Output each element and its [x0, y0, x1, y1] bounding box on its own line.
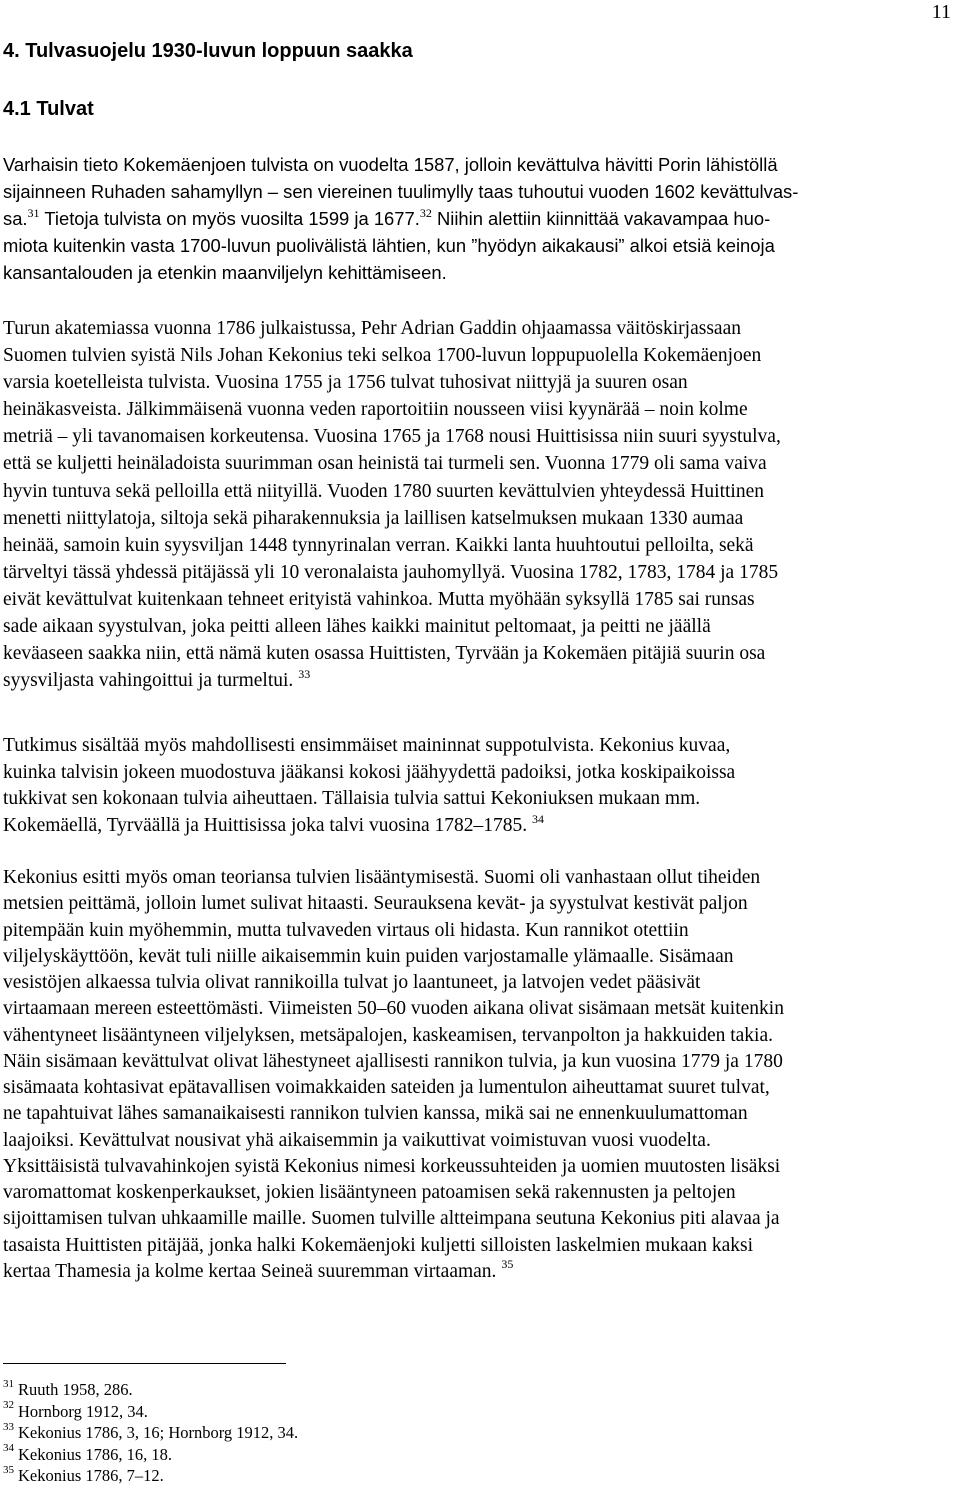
paragraph-line: hyvin tuntuva sekä pelloilla että niityillä. Vuoden 1780 suurten kevättulvien yhteydessä Huittinen: [3, 480, 764, 502]
paragraph-line: sisämaata kohtasivat epätavallisen voimakkaiden sateiden ja lumentulon aiheuttamat suuret tulvat,: [3, 1077, 770, 1098]
paragraph-line: ne tapahtuivat lähes samanaikaisesti rannikon tulvien kanssa, mikä sai ne ennenkuulumattoman: [3, 1103, 748, 1125]
paragraph-line: kertaa Thamesia ja kolme kertaa Seineä suuremman virtaaman. $^{35}$: [3, 1257, 514, 1282]
footnote-text: Ruuth 1958, 286.: [18, 1380, 133, 1399]
paragraph-line: laajoiksi. Kevättulvat nousivat yhä aikaisemmin ja vaikuttivat voimistuvan vuosi vuodelta.: [3, 1129, 711, 1151]
footnote-number: 33: [3, 1420, 14, 1433]
chapter-heading: 4. Tulvasuojelu 1930-luvun loppuun saakka: [3, 40, 413, 62]
paragraph-line: varsia koetelleista tulvista. Vuosina 1755 ja 1756 tulvat tuhosivat niittyjä ja suuren osan: [3, 372, 688, 394]
footnote: [3, 1379, 603, 1401]
paragraph-line: viljelyskäyttöön, kevät tuli niille aikaisemmin kuin puiden varjostamalle ylämaalle. Sisämaan: [3, 945, 734, 967]
footnote-ref[interactable]: 33: [298, 666, 311, 681]
paragraph-4: [3, 865, 955, 1285]
paragraph-line: sijainneen Ruhaden sahamyllyn – sen viereinen tuulimylly taas tuhoutui vuoden 1602 kevättulvas-: [3, 181, 799, 202]
footnote: [3, 1401, 603, 1423]
footnote: [3, 1444, 603, 1466]
paragraph-line: kuinka talvisin jokeen muodostuva jääkansi kokosi jäähyydettä padoiksi, jotka koskipaikoissa: [3, 761, 736, 783]
paragraph-line: syysviljasta vahingoittui ja turmeltui. $^{33}$: [3, 666, 311, 692]
paragraph-line: Tutkimus sisältää myös mahdollisesti ensimmäiset maininnat suppotulvista. Kekonius kuvaa,: [3, 735, 731, 756]
footnote-number: 32: [3, 1399, 14, 1412]
paragraph-line: vähentyneet lisääntyneen viljelyksen, metsäpalojen, kaskeamisen, tervanpolton ja hakkuiden takia.: [3, 1024, 774, 1046]
footnote-ref[interactable]: 31: [27, 205, 40, 220]
paragraph-line: eivät kevättulvat kuitenkaan tehneet erityistä vahinkoa. Mutta myöhään syksyllä 1785 sai runsas: [3, 588, 755, 610]
footnotes-list: [3, 1379, 603, 1487]
paragraph-line: sade aikaan syystulvan, joka peitti alleen lähes kaikki mainitut peltomaat, ja peitti ne jäällä: [3, 616, 711, 638]
paragraph-line: Yksittäisistä tulvavahinkojen syistä Kekonius nimesi korkeussuhteiden ja uomien muutosten lisäksi: [3, 1155, 781, 1177]
paragraph-line: metriä – yli tavanomaisen korkeutensa. Vuosina 1765 ja 1768 nousi Huittisissa niin suuri syystulva,: [3, 426, 781, 448]
footnote: [3, 1422, 603, 1444]
paragraph-line: Kokemäellä, Tyrväällä ja Huittisissa joka talvi vuosina 1782–1785. $^{34}$: [3, 811, 545, 837]
paragraph-line: tukkivat sen kokonaan tulvia aiheuttaen. Tällaisia tulvia sattui Kekoniuksen mukaan mm.: [3, 788, 701, 810]
paragraph-line: sa.$^{31}$ Tietoja tulvista on myös vuosilta 1599 ja 1677.32 Niihin alettiin kiinnittää vakavampaa huo-: [3, 205, 771, 229]
footnote-text: Kekonius 1786, 3, 16; Hornborg 1912, 34.: [18, 1423, 299, 1443]
section-heading: 4.1 Tulvat: [3, 98, 94, 120]
footnote-divider: [3, 1363, 286, 1364]
paragraph-line: sijoittamisen tulvan uhkaamille maille. Suomen tulville altteimpana seutuna Kekonius piti alavaa ja: [3, 1208, 780, 1230]
footnote-ref[interactable]: 35: [501, 1257, 514, 1272]
paragraph-line: miota kuitenkin vasta 1700-luvun puolivälistä lähtien, kun ”hyödyn aikakausi” alkoi etsiä keinoja: [3, 235, 775, 256]
paragraph-2: [3, 315, 955, 694]
paragraph-line: tärveltyi tässä yhdessä pitäjässä yli 10 veronalaista jauhomyllyä. Vuosina 1782, 1783, 1784 ja 1785: [3, 561, 779, 583]
paragraph-line: heinää, samoin kuin syysviljan 1448 tynnyrinalan verran. Kaikki lanta huuhtoutui pelloilta, sekä: [3, 534, 754, 556]
footnote-number: 34: [3, 1442, 14, 1455]
footnote-ref[interactable]: 34: [532, 811, 545, 826]
paragraph-line: heinäkasveista. Jälkimmäisenä vuonna veden raportoitiin nousseen viisi kyynärää – noin kolme: [3, 399, 748, 421]
paragraph-line: varomattomat koskenperkaukset, jokien lisääntyneen patoamisen sekä rakennusten ja peltojen: [3, 1182, 736, 1203]
paragraph-line: metsien peittämä, jolloin lumet sulivat hitaasti. Seurauksena kevät- ja syystulvat kestivät paljon: [3, 893, 748, 915]
footnote-text: Hornborg 1912, 34.: [18, 1401, 148, 1421]
paragraph-line: Turun akatemiassa vuonna 1786 julkaistussa, Pehr Adrian Gaddin ohjaamassa väitöskirjassaan: [3, 318, 741, 339]
paragraph-line: pitempään kuin myöhemmin, mutta tulvaveden virtaus oli hidasta. Kun rannikot otettiin: [3, 919, 689, 941]
paragraph-1: [3, 151, 955, 286]
paragraph-line: keväaseen saakka niin, että nämä kuten osassa Huittisten, Tyrvään ja Kokemäen pitäjiä suurin osa: [3, 643, 766, 665]
paragraph-line: tasaista Huittisten pitäjää, jonka halki Kokemäenjoki kuljetti silloisten laskelmien mukaan kaksi: [3, 1234, 754, 1256]
page-number: 11: [931, 1, 951, 23]
footnote: [3, 1465, 603, 1487]
footnote-text: Kekonius 1786, 16, 18.: [18, 1444, 172, 1464]
footnote-number: 35: [3, 1463, 14, 1476]
paragraph-line: että se kuljetti heinäladoista suurimman osan heinistä tai turmeli sen. Vuonna 1779 oli sama vaiva: [3, 453, 767, 475]
paragraph-line: menetti niittylatoja, siltoja sekä piharakennuksia ja laillisen katselmuksen mukaan 1330 aumaa: [3, 507, 744, 529]
paragraph-line: Näin sisämaan kevättulvat olivat lähestyneet ajallisesti rannikon tulvia, ja kun vuosina 1779 ja 1780: [3, 1050, 783, 1072]
paragraph-line: kansantalouden ja etenkin maanviljelyn kehittämiseen.: [3, 262, 447, 283]
paragraph-line: Kekonius esitti myös oman teoriansa tulvien lisääntymisestä. Suomi oli vanhastaan ollut tiheiden: [3, 867, 761, 888]
footnote-number: 31: [3, 1377, 14, 1390]
paragraph-line: Suomen tulvien syistä Nils Johan Kekonius teki selkoa 1700-luvun loppupuolella Kokemäenjoen: [3, 345, 762, 367]
paragraph-line: vesistöjen alkaessa tulvia olivat rannikoilla tulvat jo laantuneet, ja latvojen vedet pääsivät: [3, 972, 701, 993]
footnote-text: Kekonius 1786, 7–12.: [18, 1466, 164, 1486]
footnote-ref[interactable]: 32: [419, 205, 432, 220]
paragraph-line: virtaamaan mereen esteettömästi. Viimeisten 50–60 vuoden aikana olivat sisämaan metsät kuitenkin: [3, 998, 784, 1020]
paragraph-3: [3, 733, 955, 840]
paragraph-line: Varhaisin tieto Kokemäenjoen tulvista on vuodelta 1587, jolloin kevättulva hävitti Porin lähistöllä: [3, 154, 778, 175]
